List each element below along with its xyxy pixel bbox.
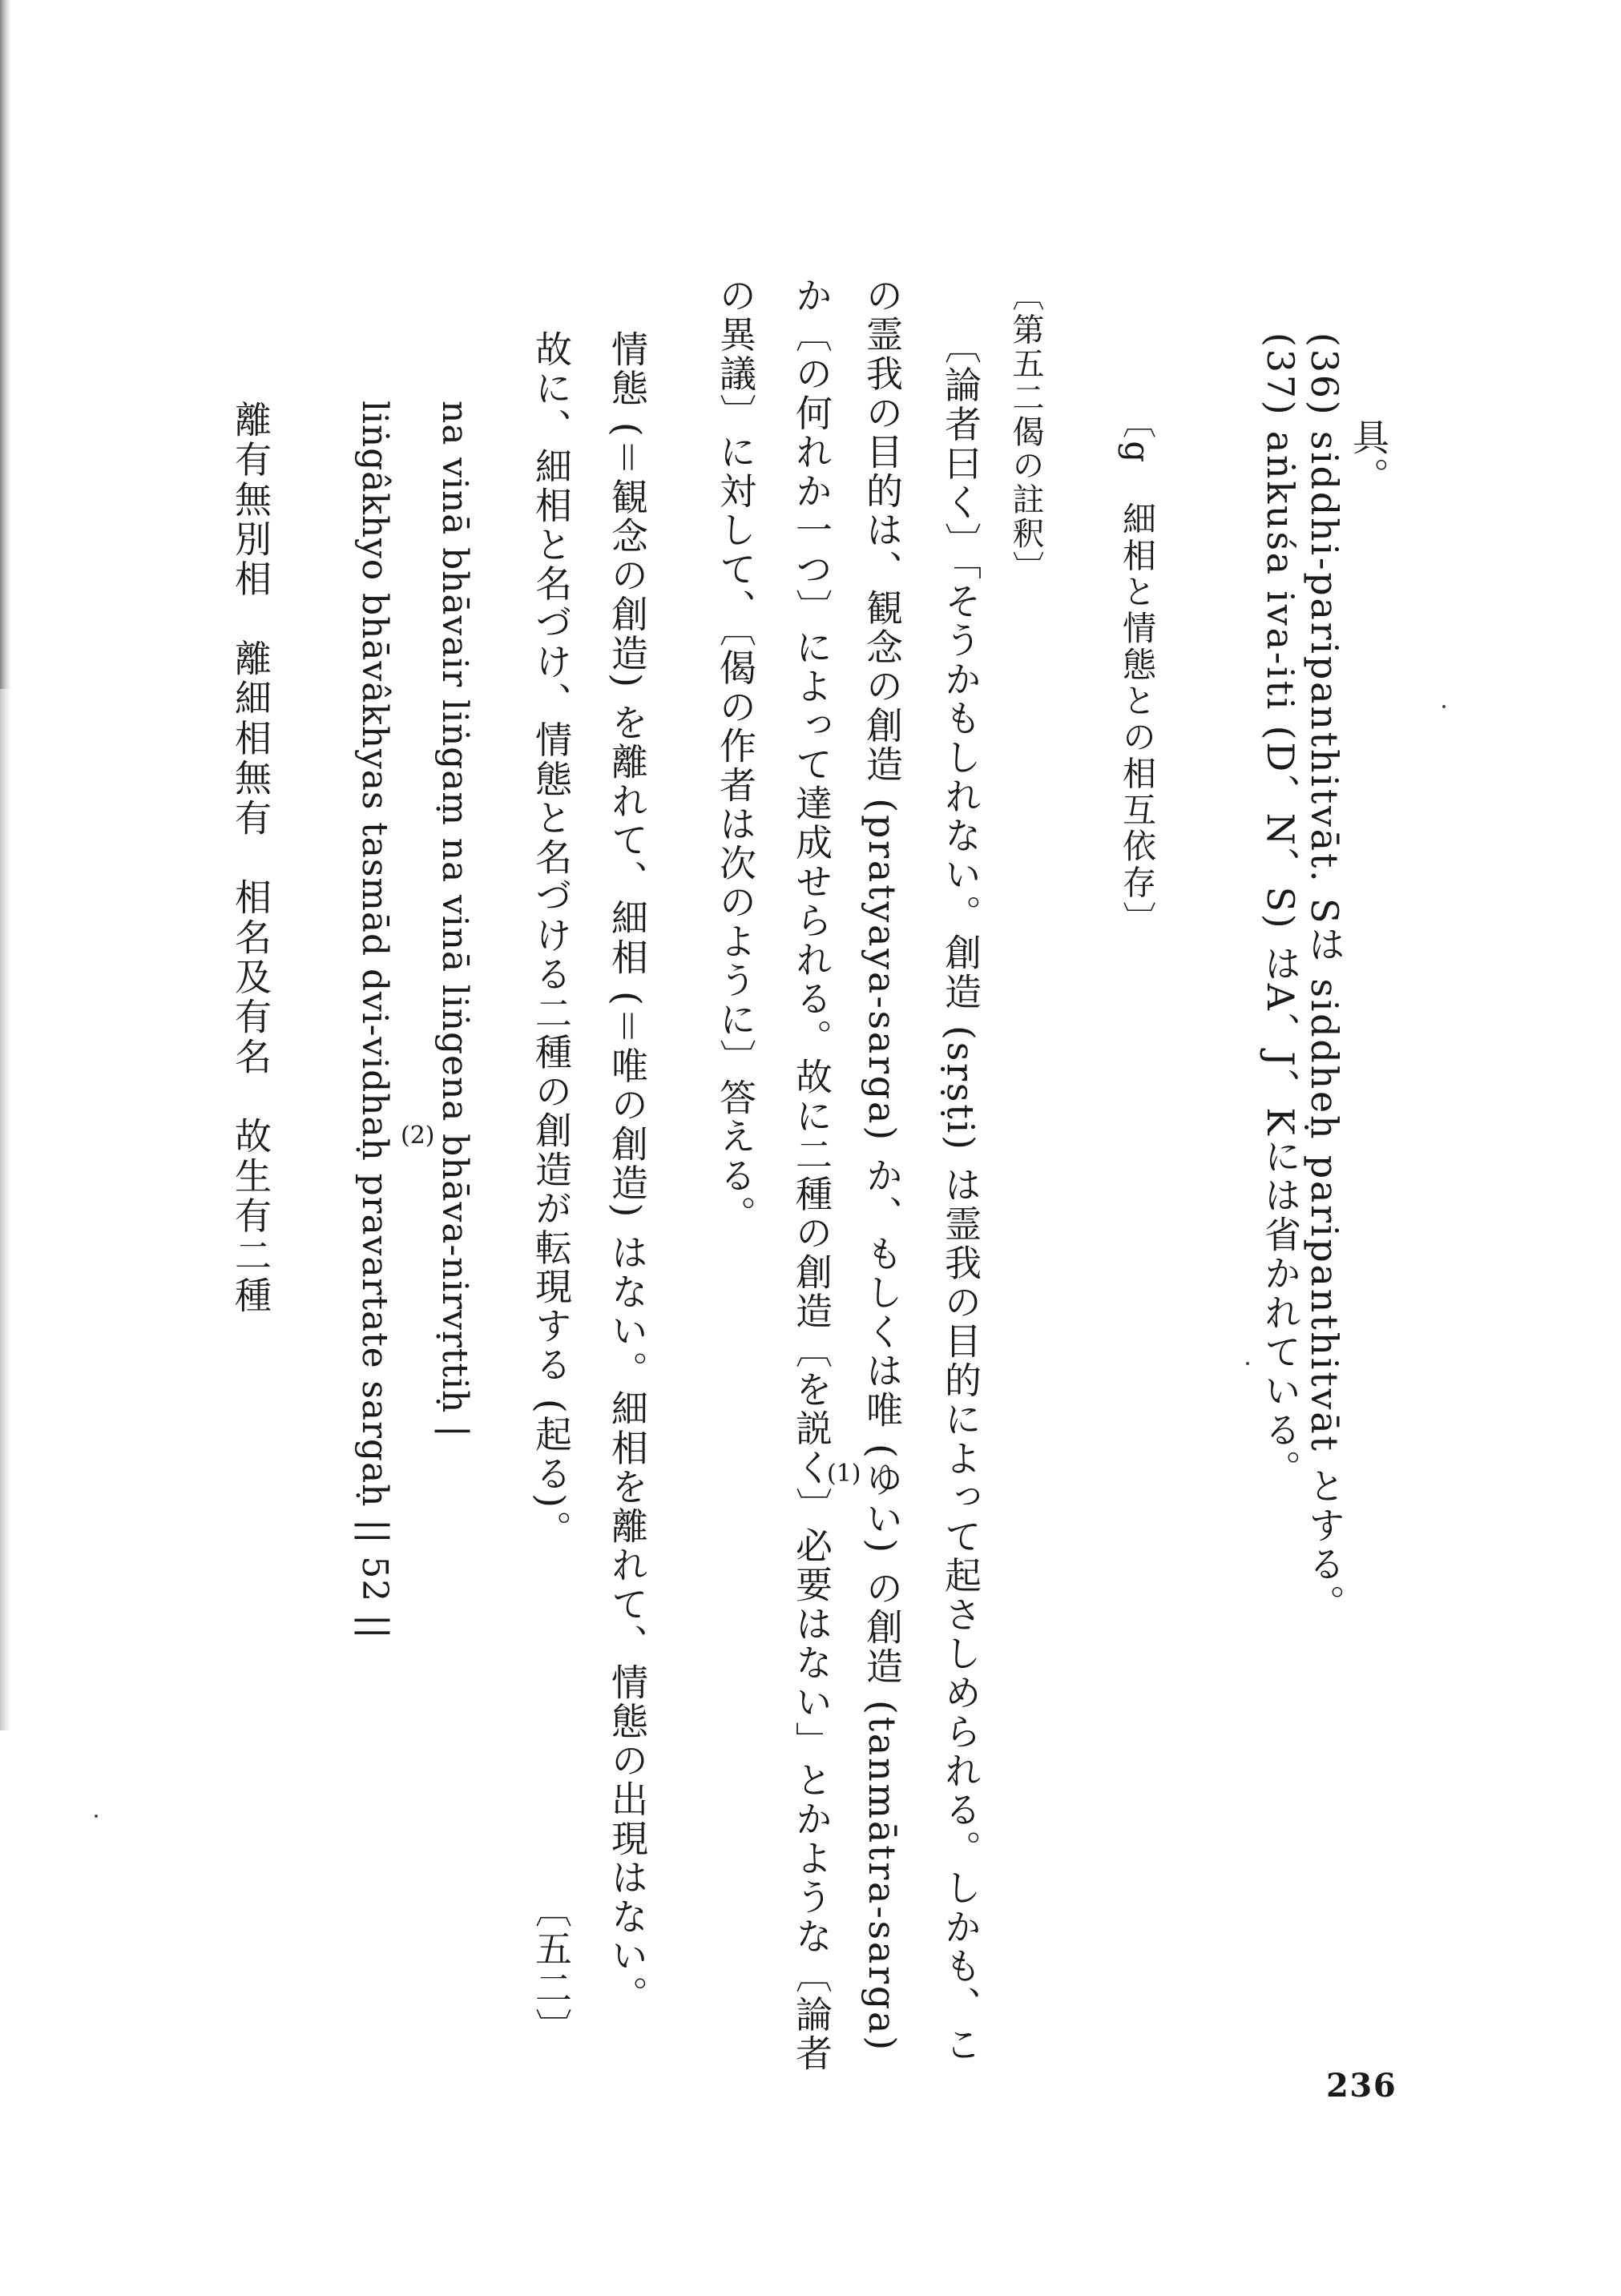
footnote-36: (36) siddhi-paripanthitvāt. Sは siddheḥ paripanthitvāt とする。	[1303, 332, 1346, 1624]
scan-edge-shadow-lower	[0, 689, 11, 1730]
commentary-label: 〔第五二偈の註釈〕	[1007, 279, 1044, 585]
scan-speck	[1442, 705, 1446, 708]
commentary-line-2: の霊我の目的は、観念の創造 (pratyaya-sarga) か、もしくは唯 (ゆい) の創造 (tanmātra-sarga)	[861, 276, 904, 2052]
page-number: 236	[1326, 2067, 1397, 2105]
scan-speck	[95, 1815, 98, 1818]
footnote-continuation: 具。	[1347, 418, 1390, 497]
scan-speck	[1246, 1362, 1249, 1365]
note-mark-2: (2)	[401, 1122, 435, 1150]
commentary-line-3: か〔の何れか一つ〕によって達成せられる。故に二種の創造〔を説く〕必要はない」とかような〔論者	[790, 276, 833, 2073]
note-mark-1: (1)	[827, 1460, 861, 1488]
sanskrit-line-2: liṅgâkhyo bhāvâkhyas tasmād dvi-vidhaḥ pravartate sargaḥ || 52 ||	[354, 401, 395, 1640]
chinese-verse: 離有無別相 離細相無有 相名及有名 故生有二種	[229, 401, 272, 1316]
verse-line-2: 故に、細相と名づけ、情態と名づける二種の創造が転現する (起る)。	[530, 330, 573, 1549]
sanskrit-line-1: na vinā bhāvair liṅgaṃ na vinā liṅgena bhāva-nirvṛttiḥ |	[434, 401, 475, 1438]
commentary-line-4: の異議〕に対して、〔偈の作者は次のように〕答える。	[714, 276, 757, 1235]
commentary-line-1: 〔論者曰く〕「そうかもしれない。創造 (sṛṣṭi) は霊我の目的によって起さしめられる。しかも、こ	[939, 327, 982, 2064]
verse-number: 〔五二〕	[530, 1891, 573, 2048]
verse-line-1: 情態 (＝観念の創造) を離れて、細相 (＝唯の創造) はない。細相を離れて、情態の出現はない。	[606, 330, 649, 2015]
section-heading: 〔g 細相と情態との相互依存〕	[1118, 405, 1157, 938]
scan-edge-shadow	[0, 0, 11, 689]
footnote-37: (37) aṅkuśa iva-iti (D、N、S) はA、J、Kには省かれている。	[1259, 332, 1302, 1489]
